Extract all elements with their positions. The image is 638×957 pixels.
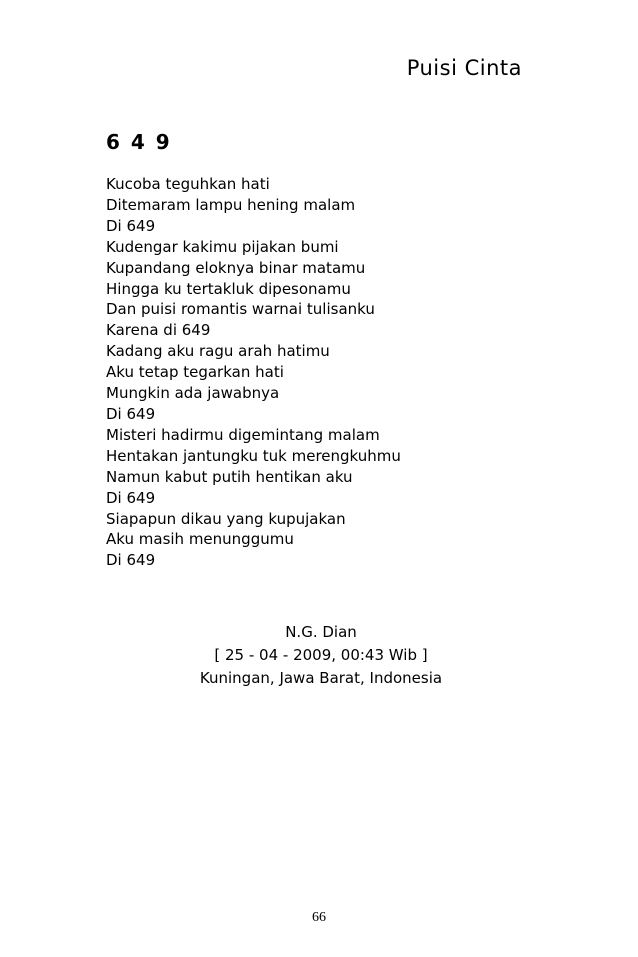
- poem-line: Aku masih menunggumu: [106, 530, 294, 549]
- poem-line: Misteri hadirmu digemintang malam: [106, 425, 380, 444]
- poem-line: Kadang aku ragu arah hatimu: [106, 342, 330, 361]
- poem-line: Namun kabut putih hentikan aku: [106, 467, 353, 486]
- poem-line: Di 649: [106, 216, 156, 235]
- poem-line: Kucoba teguhkan hati: [106, 175, 270, 193]
- page-number: 66: [312, 910, 326, 925]
- poem-line: Mungkin ada jawabnya: [106, 384, 280, 403]
- poem-title: 6 4 9: [106, 130, 172, 154]
- poem-line: Di 649: [106, 404, 156, 423]
- poem-line: Kudengar kakimu pijakan bumi: [106, 237, 339, 256]
- poem-line: Di 649: [106, 551, 156, 570]
- composition-date: [ 25 - 04 - 2009, 00:43 Wib ]: [214, 646, 428, 664]
- poem-signature: [106, 621, 536, 690]
- poem-line: Aku tetap tegarkan hati: [106, 363, 284, 382]
- poem-line: Di 649: [106, 488, 156, 507]
- poem-body: [106, 174, 401, 571]
- author-name: N.G. Dian: [285, 623, 357, 641]
- running-header: Puisi Cinta: [406, 56, 522, 80]
- poem-line: Kupandang eloknya binar matamu: [106, 258, 366, 277]
- poem-line: Hingga ku tertakluk dipesonamu: [106, 279, 351, 298]
- poem-line: Siapapun dikau yang kupujakan: [106, 509, 346, 528]
- poem-line: Hentakan jantungku tuk merengkuhmu: [106, 446, 401, 465]
- poem-line: Dan puisi romantis warnai tulisanku: [106, 300, 375, 319]
- composition-place: Kuningan, Jawa Barat, Indonesia: [199, 669, 443, 687]
- poem-line: Karena di 649: [106, 321, 211, 340]
- poem-line: Ditemaram lampu hening malam: [106, 195, 356, 214]
